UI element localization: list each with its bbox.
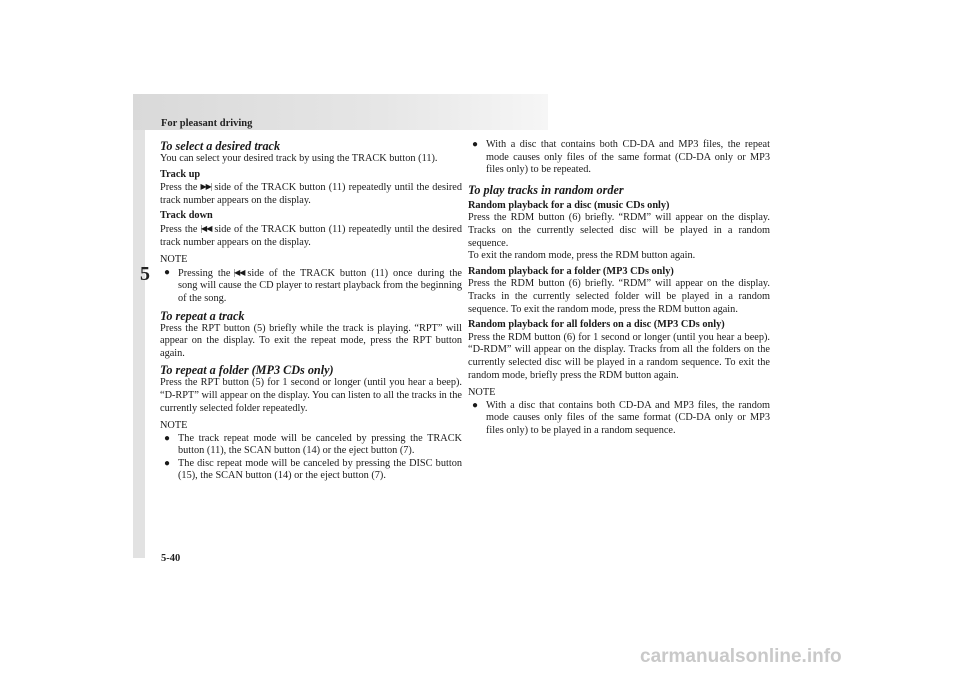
track-down-body: Press the |◀◀ side of the TRACK button (11) repeatedly until the desired track number appears on the display. [160, 223, 462, 248]
bullet-icon: ● [164, 266, 171, 278]
repeat-folder-body: Press the RPT button (5) for 1 second or longer (until you hear a beep). “D-RPT” will appear on the display. You can listen to all the tracks in the currently selected folder repeatedly. [160, 377, 462, 414]
section-title: For pleasant driving [161, 118, 253, 129]
right-column [468, 139, 770, 437]
chapter-number: 5 [140, 263, 150, 285]
track-up-heading: Track up [160, 168, 201, 180]
track-down-heading: Track down [160, 210, 213, 222]
track-previous-icon: |◀◀ [233, 267, 245, 277]
note-bullet: ● The disc repeat mode will be canceled by pressing the DISC button (15), the SCAN button (14) or the eject button (7). [164, 457, 462, 482]
random-order-heading: To play tracks in random order [468, 182, 624, 197]
note-label: NOTE [468, 387, 496, 399]
bullet-icon: ● [472, 139, 479, 150]
note-label: NOTE [160, 254, 188, 266]
track-previous-icon: |◀◀ [200, 223, 212, 233]
note-bullet: ● With a disc that contains both CD-DA and MP3 files, the repeat mode causes only files of the same format (CD-DA only or MP3 files only) to be repeated. [472, 139, 770, 176]
random-disc-exit: To exit the random mode, press the RDM button again. [468, 250, 696, 262]
left-column [160, 139, 462, 483]
note-label: NOTE [160, 420, 188, 432]
bullet-icon: ● [164, 432, 171, 444]
repeat-folder-heading: To repeat a folder (MP3 CDs only) [160, 363, 334, 378]
random-folder-heading: Random playback for a folder (MP3 CDs only) [468, 265, 674, 277]
track-next-icon: ▶▶| [200, 182, 212, 192]
track-up-body: Press the ▶▶| side of the TRACK button (11) repeatedly until the desired track number appears on the display. [160, 182, 462, 206]
note-bullet: ● Pressing the |◀◀ side of the TRACK button (11) once during the song will cause the CD player to restart playback from the beginning of the song. [164, 266, 462, 304]
random-all-heading: Random playback for all folders on a disc (MP3 CDs only) [468, 319, 725, 331]
select-track-heading: To select a desired track [160, 139, 281, 153]
select-track-body: You can select your desired track by using the TRACK button (11). [160, 153, 438, 164]
note-bullet: ● The track repeat mode will be canceled by pressing the TRACK button (11), the SCAN button (14) or the eject button (7). [164, 432, 462, 457]
repeat-track-heading: To repeat a track [160, 308, 245, 323]
page-number: 5-40 [161, 553, 181, 564]
repeat-track-body: Press the RPT button (5) briefly while the track is playing. “RPT” will appear on the display. To exit the repeat mode, press the RPT button again. [160, 322, 462, 359]
random-disc-heading: Random playback for a disc (music CDs only) [468, 199, 670, 211]
watermark: carmanualsonline.info [640, 646, 842, 667]
bullet-icon: ● [472, 399, 479, 411]
random-disc-body: Press the RDM button (6) briefly. “RDM” will appear on the display. Tracks on the currently selected disc will be played in a random sequence. [468, 212, 770, 249]
note-bullet: ● With a disc that contains both CD-DA and MP3 files, the random mode causes only files of the same format (CD-DA only or MP3 files only) to be played in a random sequence. [472, 399, 770, 436]
random-all-body: Press the RDM button (6) for 1 second or longer (until you hear a beep). “D-RDM” will appear on the display. Tracks from all the folders on the currently selected disc will be played in a random sequence. To exit the random mode, briefly press the RDM button again. [468, 331, 770, 381]
random-folder-body: Press the RDM button (6) briefly. “RDM” will appear on the display. Tracks in the currently selected folder will be played in a random sequence. To exit the random mode, press the RDM button again. [468, 278, 770, 315]
chapter-tab [133, 130, 145, 558]
bullet-icon: ● [164, 457, 171, 469]
